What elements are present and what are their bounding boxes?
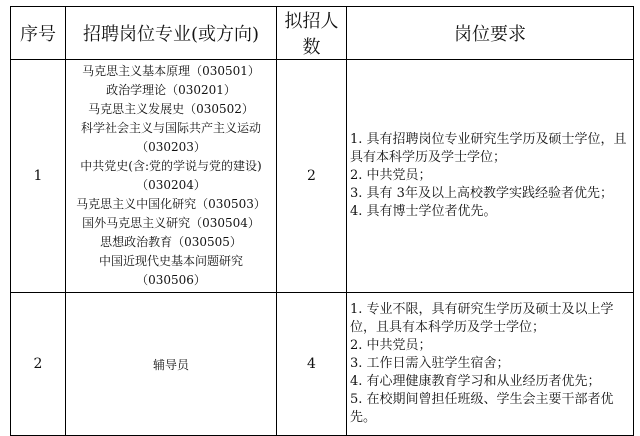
specialty-item: 马克思主义基本原理（030501） — [82, 64, 260, 78]
row-number: 1 — [11, 60, 66, 293]
specialty-list — [66, 293, 277, 436]
requirement-item: 1. 专业不限，具有研究生学历及硕士及以上学位，且具有本科学历及学士学位； — [350, 302, 614, 335]
specialty-item: 中共党史(含:党的学说与党的建设) — [80, 159, 262, 173]
table-row — [11, 60, 634, 293]
requirement-item: 3. 具有 3年及以上高校教学实践经验者优先； — [350, 186, 613, 201]
row-number: 2 — [11, 293, 66, 436]
requirement-item: 1. 具有招聘岗位专业研究生学历及硕士学位，且具有本科学历及学士学位； — [350, 132, 627, 165]
requirement-item: 4. 有心理健康教育学习和从业经历者优先； — [350, 374, 601, 389]
requirement-item: 3. 工作日需入驻学生宿舍； — [350, 356, 510, 371]
requirement-list — [347, 60, 634, 293]
specialty-item: 马克思主义发展史（030502） — [88, 102, 254, 116]
header-row — [11, 7, 634, 60]
header-count: 拟招人数 — [277, 7, 347, 60]
specialty-item: 科学社会主义与国际共产主义运动 — [80, 121, 261, 135]
specialty-item: 辅导员 — [152, 357, 189, 372]
specialty-item: 思想政治教育（030505） — [100, 235, 242, 249]
header-no: 序号 — [11, 7, 66, 60]
specialty-item: 国外马克思主义研究（030504） — [82, 216, 260, 230]
headcount: 4 — [277, 293, 347, 436]
requirement-item: 5. 在校期间曾担任班级、学生会主要干部者优先。 — [350, 392, 614, 425]
specialty-list — [66, 60, 277, 293]
specialty-item: 中国近现代史基本问题研究 — [98, 254, 243, 268]
headcount: 2 — [277, 60, 347, 293]
requirement-item: 2. 中共党员； — [350, 338, 432, 353]
table-row — [11, 293, 634, 436]
recruitment-table — [10, 6, 634, 436]
requirement-list — [347, 293, 634, 436]
specialty-item: （030204） — [136, 178, 206, 192]
requirement-item: 4. 具有博士学位者优先。 — [350, 204, 497, 219]
specialty-item: （030506） — [136, 273, 206, 287]
header-major: 招聘岗位专业(或方向) — [66, 7, 277, 60]
specialty-item: 马克思主义中国化研究（030503） — [76, 197, 266, 211]
header-requirements: 岗位要求 — [347, 7, 634, 60]
specialty-item: 政治学理论（030201） — [106, 83, 236, 97]
requirement-item: 2. 中共党员； — [350, 168, 432, 183]
specialty-item: （030203） — [136, 140, 206, 154]
